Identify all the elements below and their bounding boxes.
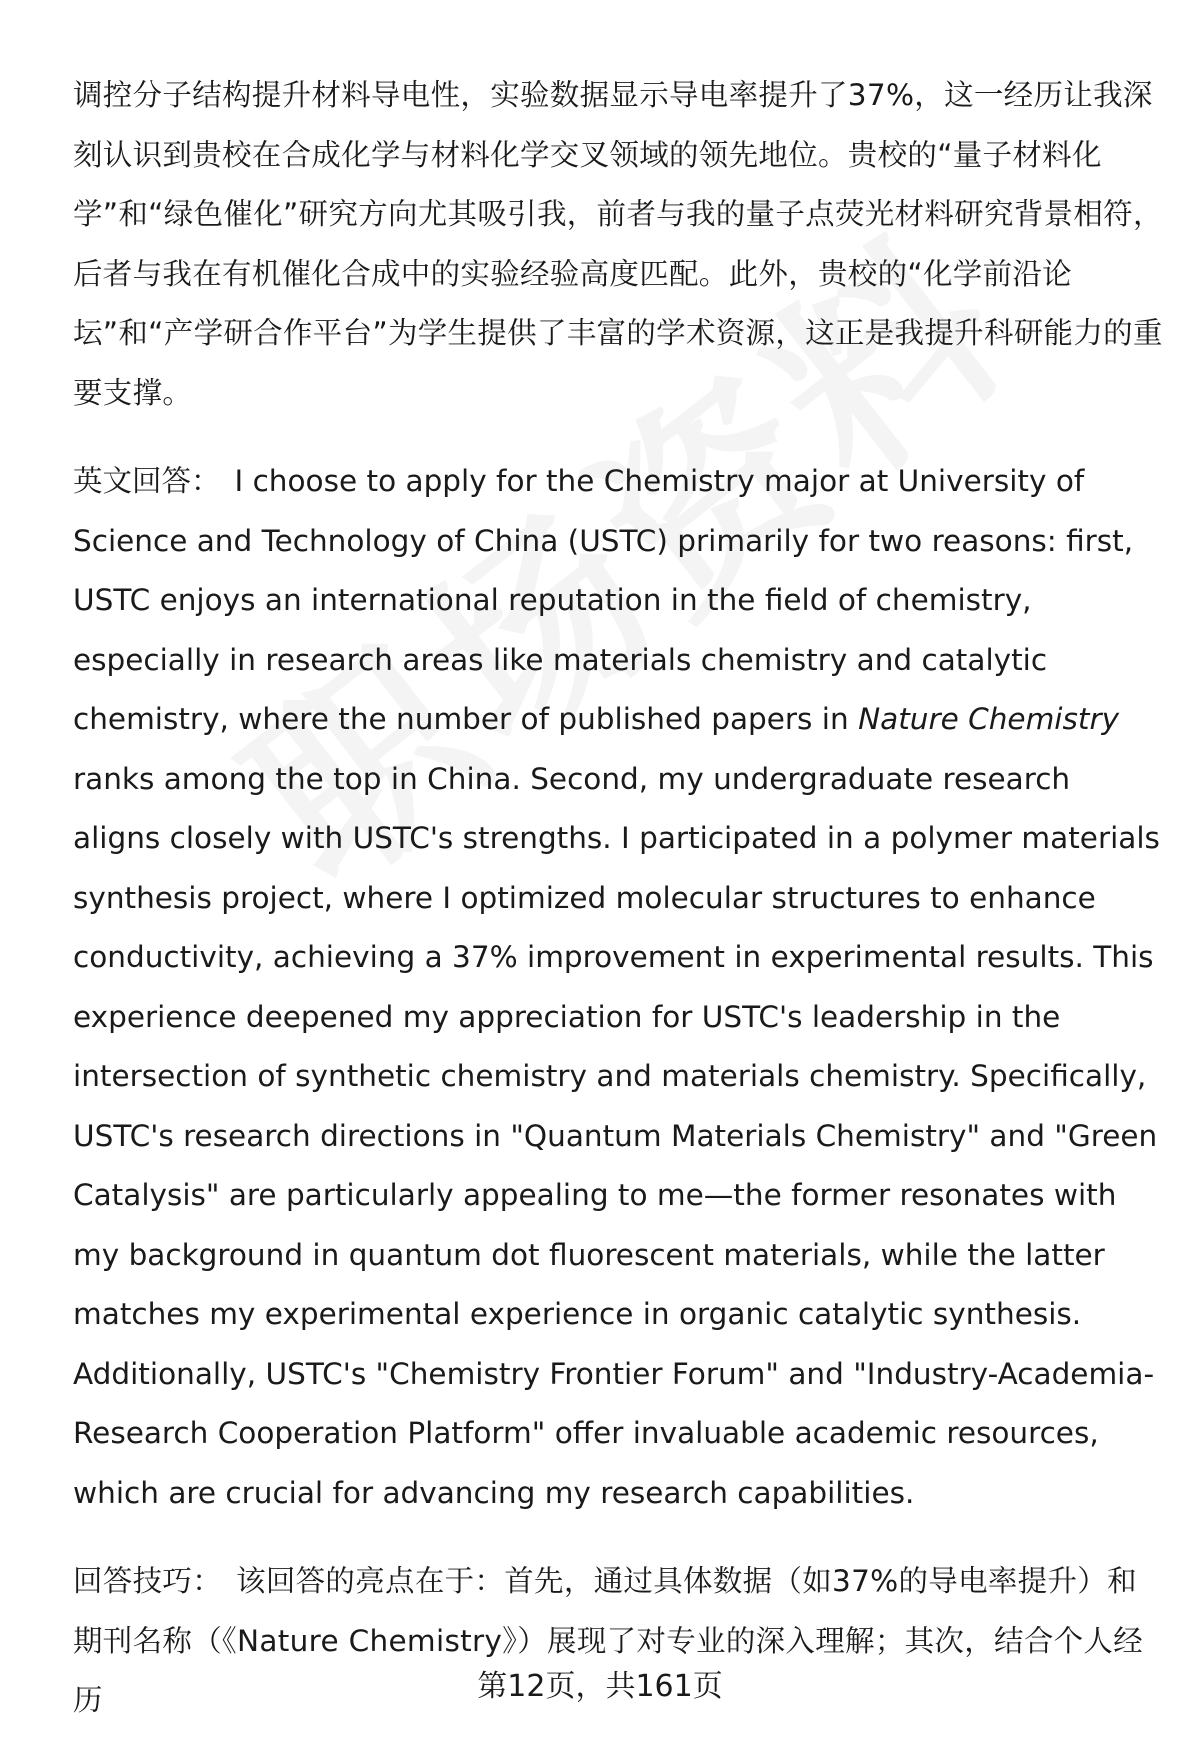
english-answer-text-part1: I choose to apply for the Chemistry major at University of Science and Technology of China (USTC) primarily for two reasons: first, USTC enjoys an international reputation in the field of chemistry, especially in research areas like materials chemistry and catalytic chemistry, where the number of published papers in bbox=[73, 464, 1134, 736]
journal-name: Nature Chemistry bbox=[858, 702, 1120, 736]
english-answer-text-part2: ranks among the top in China. Second, my undergraduate research aligns closely with USTC's strengths. I participated in a polymer materials synthesis project, where I optimized molecular structures to enhance conductivity, achieving a 37% improvement in experimental results. This experience deepened my appreciation for USTC's leadership in the intersection of synthetic chemistry and materials chemistry. Specifically, USTC's research directions in "Quantum Materials Chemistry" and "Green Catalysis" are particularly appealing to me—the former resonates with my background in quantum dot fluorescent materials, while the latter matches my experimental experience in organic catalytic synthesis. Additionally, USTC's "Chemistry Frontier Forum" and "Industry-Academia-Research Cooperation Platform" offer invaluable academic resources, which are crucial for advancing my research capabilities. bbox=[73, 761, 1160, 1510]
page-number-footer: 第12页，共161页 bbox=[477, 1669, 723, 1704]
english-answer-paragraph bbox=[73, 452, 1163, 1523]
intro-paragraph: 调控分子结构提升材料导电性，实验数据显示导电率提升了37%，这一经历让我深刻认识到贵校在合成化学与材料化学交叉领域的领先地位。贵校的“量子材料化学”和“绿色催化”研究方向尤其吸引我，前者与我的量子点荧光材料研究背景相符，后者与我在有机催化合成中的实验经验高度匹配。此外，贵校的“化学前沿论坛”和“产学研合作平台”为学生提供了丰富的学术资源，这正是我提升科研能力的重要支撑。 bbox=[73, 78, 1163, 410]
english-answer-label: 英文回答： bbox=[73, 464, 221, 498]
page-content bbox=[73, 66, 1163, 1731]
tips-label: 回答技巧： bbox=[73, 1564, 223, 1598]
tips-text: 该回答的亮点在于：首先，通过具体数据（如37%的导电率提升）和期刊名称（《Nature Chemistry》）展现了对专业的深入理解；其次，结合个人经历 bbox=[73, 1564, 1144, 1717]
